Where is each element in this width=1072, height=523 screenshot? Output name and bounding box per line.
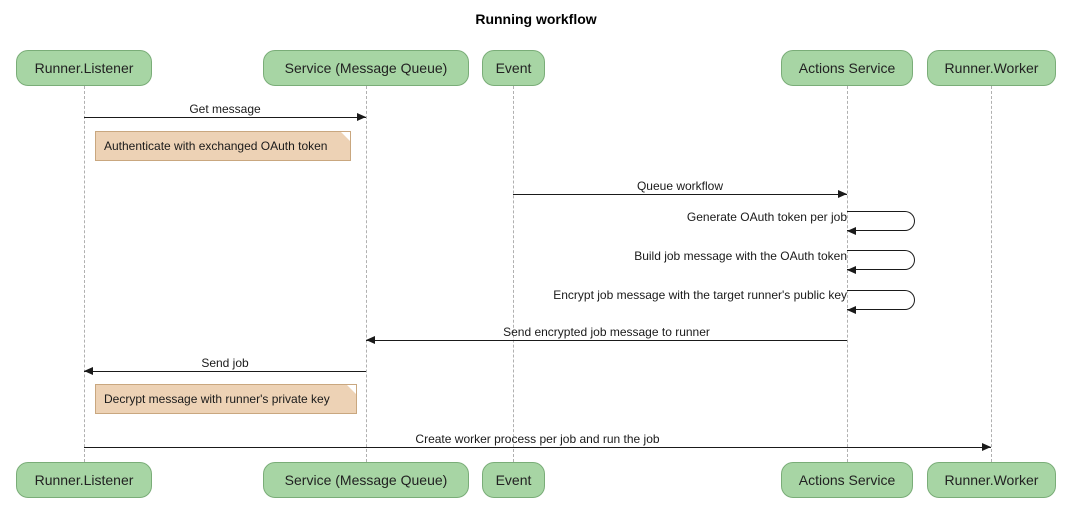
lifeline-actions-service [847, 86, 848, 462]
message-label-get-message: Get message [189, 102, 261, 116]
note-text: Authenticate with exchanged OAuth token [104, 139, 328, 153]
actor-runner-worker-bottom[interactable]: Runner.Worker [927, 462, 1056, 498]
note-decrypt-message [95, 384, 357, 414]
message-label-build-job-message: Build job message with the OAuth token [634, 249, 847, 263]
actor-event-top[interactable]: Event [482, 50, 545, 86]
message-line-get-message [84, 117, 366, 118]
note-authenticate-oauth [95, 131, 351, 161]
lifeline-service-message-queue [366, 86, 367, 462]
actor-event-bottom[interactable]: Event [482, 462, 545, 498]
message-label-encrypt-job-message: Encrypt job message with the target runner's public key [553, 288, 847, 302]
arrow-head-encrypt-job-message [847, 306, 856, 314]
self-loop-generate-oauth-token [847, 211, 915, 231]
message-label-queue-workflow: Queue workflow [636, 179, 724, 193]
actor-actions-service-top[interactable]: Actions Service [781, 50, 913, 86]
lifeline-runner-worker [991, 86, 992, 462]
note-fold-icon [347, 385, 356, 394]
note-fold-icon [341, 132, 350, 141]
message-line-queue-workflow [513, 194, 847, 195]
message-line-send-encrypted-job-message [366, 340, 847, 341]
actor-runner-listener-bottom[interactable]: Runner.Listener [16, 462, 152, 498]
lifeline-runner-listener [84, 86, 85, 462]
actor-service-message-queue-bottom[interactable]: Service (Message Queue) [263, 462, 469, 498]
lifeline-event [513, 86, 514, 462]
actor-actions-service-bottom[interactable]: Actions Service [781, 462, 913, 498]
arrow-head-get-message [357, 113, 366, 121]
self-loop-build-job-message [847, 250, 915, 270]
actor-service-message-queue-top[interactable]: Service (Message Queue) [263, 50, 469, 86]
message-label-send-job: Send job [201, 356, 249, 370]
message-line-send-job [84, 371, 366, 372]
note-text: Decrypt message with runner's private key [104, 392, 330, 406]
actor-runner-listener-top[interactable]: Runner.Listener [16, 50, 152, 86]
message-label-create-worker-process: Create worker process per job and run the job [415, 432, 660, 446]
arrow-head-build-job-message [847, 266, 856, 274]
arrow-head-queue-workflow [838, 190, 847, 198]
arrow-head-create-worker-process [982, 443, 991, 451]
arrow-head-generate-oauth-token [847, 227, 856, 235]
message-label-send-encrypted-job-message: Send encrypted job message to runner [503, 325, 710, 339]
message-line-create-worker-process [84, 447, 991, 448]
self-loop-encrypt-job-message [847, 290, 915, 310]
message-label-generate-oauth-token: Generate OAuth token per job [686, 210, 847, 224]
diagram-title: Running workflow [475, 11, 597, 27]
arrow-head-send-encrypted-job-message [366, 336, 375, 344]
actor-runner-worker-top[interactable]: Runner.Worker [927, 50, 1056, 86]
arrow-head-send-job [84, 367, 93, 375]
